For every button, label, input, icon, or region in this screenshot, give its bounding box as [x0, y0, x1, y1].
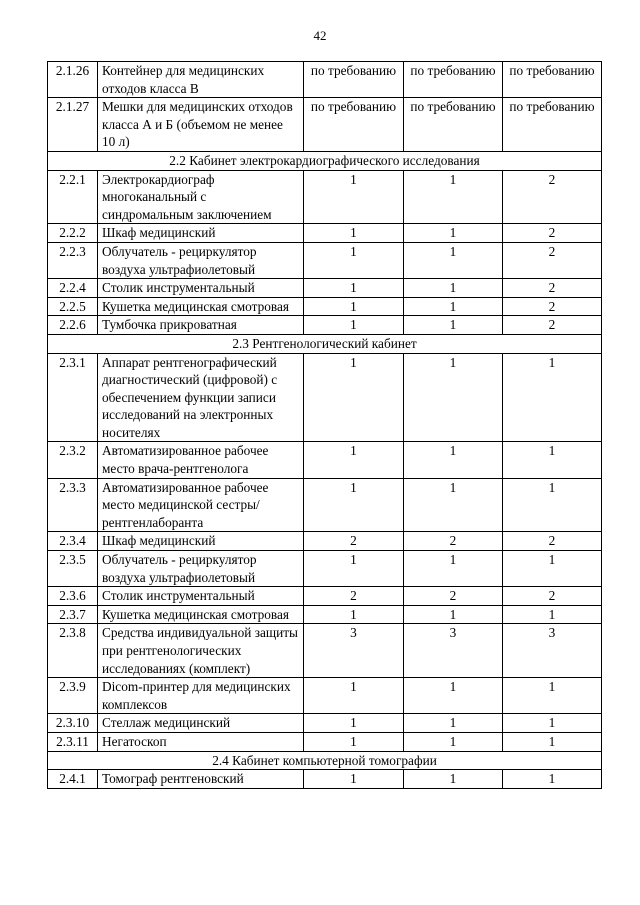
item-name: Шкаф медицинский [98, 224, 304, 243]
quantity-col-3: 2 [503, 242, 602, 278]
quantity-col-3: 2 [503, 224, 602, 243]
quantity-col-2: 1 [404, 770, 503, 789]
item-number: 2.3.10 [48, 714, 98, 733]
item-number: 2.3.1 [48, 353, 98, 442]
item-name: Облучатель - рециркулятор воздуха ультрафиолетовый [98, 242, 304, 278]
item-number: 2.2.1 [48, 170, 98, 224]
quantity-col-2: 1 [404, 478, 503, 532]
item-name: Средства индивидуальной защиты при рентгенологических исследованиях (комплект) [98, 624, 304, 678]
section-title: 2.2 Кабинет электрокардиографического исследования [48, 151, 602, 170]
quantity-col-2: 1 [404, 316, 503, 335]
section-header-row [48, 751, 602, 770]
quantity-col-2: 1 [404, 551, 503, 587]
item-number: 2.2.4 [48, 279, 98, 298]
quantity-col-2: 1 [404, 242, 503, 278]
table-row [48, 605, 602, 624]
quantity-col-3: 1 [503, 714, 602, 733]
equipment-table [47, 61, 602, 789]
item-name: Кушетка медицинская смотровая [98, 605, 304, 624]
table-row [48, 316, 602, 335]
section-header-row [48, 334, 602, 353]
quantity-col-3: 2 [503, 297, 602, 316]
quantity-col-1: 1 [304, 224, 404, 243]
table-row [48, 279, 602, 298]
item-name: Негатоскоп [98, 732, 304, 751]
quantity-col-3: 1 [503, 770, 602, 789]
quantity-col-3: по требованию [503, 98, 602, 152]
item-number: 2.3.11 [48, 732, 98, 751]
item-number: 2.2.6 [48, 316, 98, 335]
quantity-col-1: 1 [304, 678, 404, 714]
item-name: Томограф рентгеновский [98, 770, 304, 789]
quantity-col-2: 1 [404, 605, 503, 624]
quantity-col-3: 2 [503, 316, 602, 335]
quantity-col-3: 1 [503, 551, 602, 587]
quantity-col-2: 1 [404, 224, 503, 243]
item-name: Контейнер для медицинских отходов класса В [98, 62, 304, 98]
item-number: 2.3.4 [48, 532, 98, 551]
table-row [48, 242, 602, 278]
table-row [48, 532, 602, 551]
quantity-col-3: 3 [503, 624, 602, 678]
quantity-col-2: 1 [404, 353, 503, 442]
table-row [48, 442, 602, 478]
quantity-col-1: по требованию [304, 98, 404, 152]
item-name: Dicom-принтер для медицинских комплексов [98, 678, 304, 714]
quantity-col-3: 1 [503, 605, 602, 624]
item-number: 2.3.9 [48, 678, 98, 714]
quantity-col-2: 1 [404, 732, 503, 751]
quantity-col-3: 1 [503, 732, 602, 751]
quantity-col-3: 1 [503, 678, 602, 714]
item-number: 2.3.3 [48, 478, 98, 532]
quantity-col-1: 1 [304, 170, 404, 224]
quantity-col-3: 2 [503, 279, 602, 298]
item-number: 2.2.3 [48, 242, 98, 278]
table-row [48, 353, 602, 442]
quantity-col-2: 2 [404, 532, 503, 551]
item-name: Столик инструментальный [98, 279, 304, 298]
quantity-col-3: 1 [503, 442, 602, 478]
quantity-col-3: 2 [503, 587, 602, 606]
quantity-col-1: 1 [304, 297, 404, 316]
item-name: Облучатель - рециркулятор воздуха ультрафиолетовый [98, 551, 304, 587]
quantity-col-1: 3 [304, 624, 404, 678]
quantity-col-1: 1 [304, 605, 404, 624]
quantity-col-3: 2 [503, 170, 602, 224]
item-name: Стеллаж медицинский [98, 714, 304, 733]
quantity-col-2: 3 [404, 624, 503, 678]
quantity-col-1: 1 [304, 316, 404, 335]
table-row [48, 224, 602, 243]
table-row [48, 714, 602, 733]
item-name: Мешки для медицинских отходов класса А и Б (объемом не менее 10 л) [98, 98, 304, 152]
quantity-col-2: 1 [404, 170, 503, 224]
quantity-col-1: 2 [304, 532, 404, 551]
quantity-col-1: 1 [304, 770, 404, 789]
item-name: Электрокардиограф многоканальный с синдромальным заключением [98, 170, 304, 224]
quantity-col-3: 1 [503, 353, 602, 442]
table-row [48, 62, 602, 98]
quantity-col-1: 1 [304, 478, 404, 532]
section-title: 2.3 Рентгенологический кабинет [48, 334, 602, 353]
table-row [48, 732, 602, 751]
quantity-col-1: 1 [304, 279, 404, 298]
page-number: 42 [313, 28, 327, 43]
item-name: Автоматизированное рабочее место медицинской сестры/рентгенлаборанта [98, 478, 304, 532]
quantity-col-1: 1 [304, 714, 404, 733]
item-name: Тумбочка прикроватная [98, 316, 304, 335]
item-name: Шкаф медицинский [98, 532, 304, 551]
quantity-col-1: 1 [304, 353, 404, 442]
item-name: Аппарат рентгенографический диагностический (цифровой) с обеспечением функции записи исследований на электронных носителях [98, 353, 304, 442]
quantity-col-2: 1 [404, 279, 503, 298]
section-header-row [48, 151, 602, 170]
table-row [48, 551, 602, 587]
quantity-col-1: 1 [304, 242, 404, 278]
table-row [48, 170, 602, 224]
quantity-col-3: по требованию [503, 62, 602, 98]
item-number: 2.1.27 [48, 98, 98, 152]
quantity-col-2: 1 [404, 297, 503, 316]
quantity-col-1: 2 [304, 587, 404, 606]
item-number: 2.2.5 [48, 297, 98, 316]
item-number: 2.3.6 [48, 587, 98, 606]
quantity-col-2: по требованию [404, 98, 503, 152]
table-row [48, 478, 602, 532]
item-name: Автоматизированное рабочее место врача-рентгенолога [98, 442, 304, 478]
quantity-col-1: 1 [304, 732, 404, 751]
item-number: 2.2.2 [48, 224, 98, 243]
table-row [48, 678, 602, 714]
quantity-col-1: по требованию [304, 62, 404, 98]
item-name: Столик инструментальный [98, 587, 304, 606]
item-number: 2.3.2 [48, 442, 98, 478]
table-row [48, 98, 602, 152]
quantity-col-3: 2 [503, 532, 602, 551]
quantity-col-3: 1 [503, 478, 602, 532]
table-row [48, 297, 602, 316]
quantity-col-2: 1 [404, 442, 503, 478]
quantity-col-1: 1 [304, 442, 404, 478]
table-row [48, 587, 602, 606]
quantity-col-2: 1 [404, 714, 503, 733]
item-number: 2.3.8 [48, 624, 98, 678]
quantity-col-2: по требованию [404, 62, 503, 98]
quantity-col-2: 1 [404, 678, 503, 714]
quantity-col-1: 1 [304, 551, 404, 587]
item-number: 2.1.26 [48, 62, 98, 98]
item-number: 2.4.1 [48, 770, 98, 789]
table-row [48, 624, 602, 678]
item-number: 2.3.7 [48, 605, 98, 624]
quantity-col-2: 2 [404, 587, 503, 606]
table-body [48, 62, 602, 789]
item-number: 2.3.5 [48, 551, 98, 587]
section-title: 2.4 Кабинет компьютерной томографии [48, 751, 602, 770]
table-row [48, 770, 602, 789]
item-name: Кушетка медицинская смотровая [98, 297, 304, 316]
